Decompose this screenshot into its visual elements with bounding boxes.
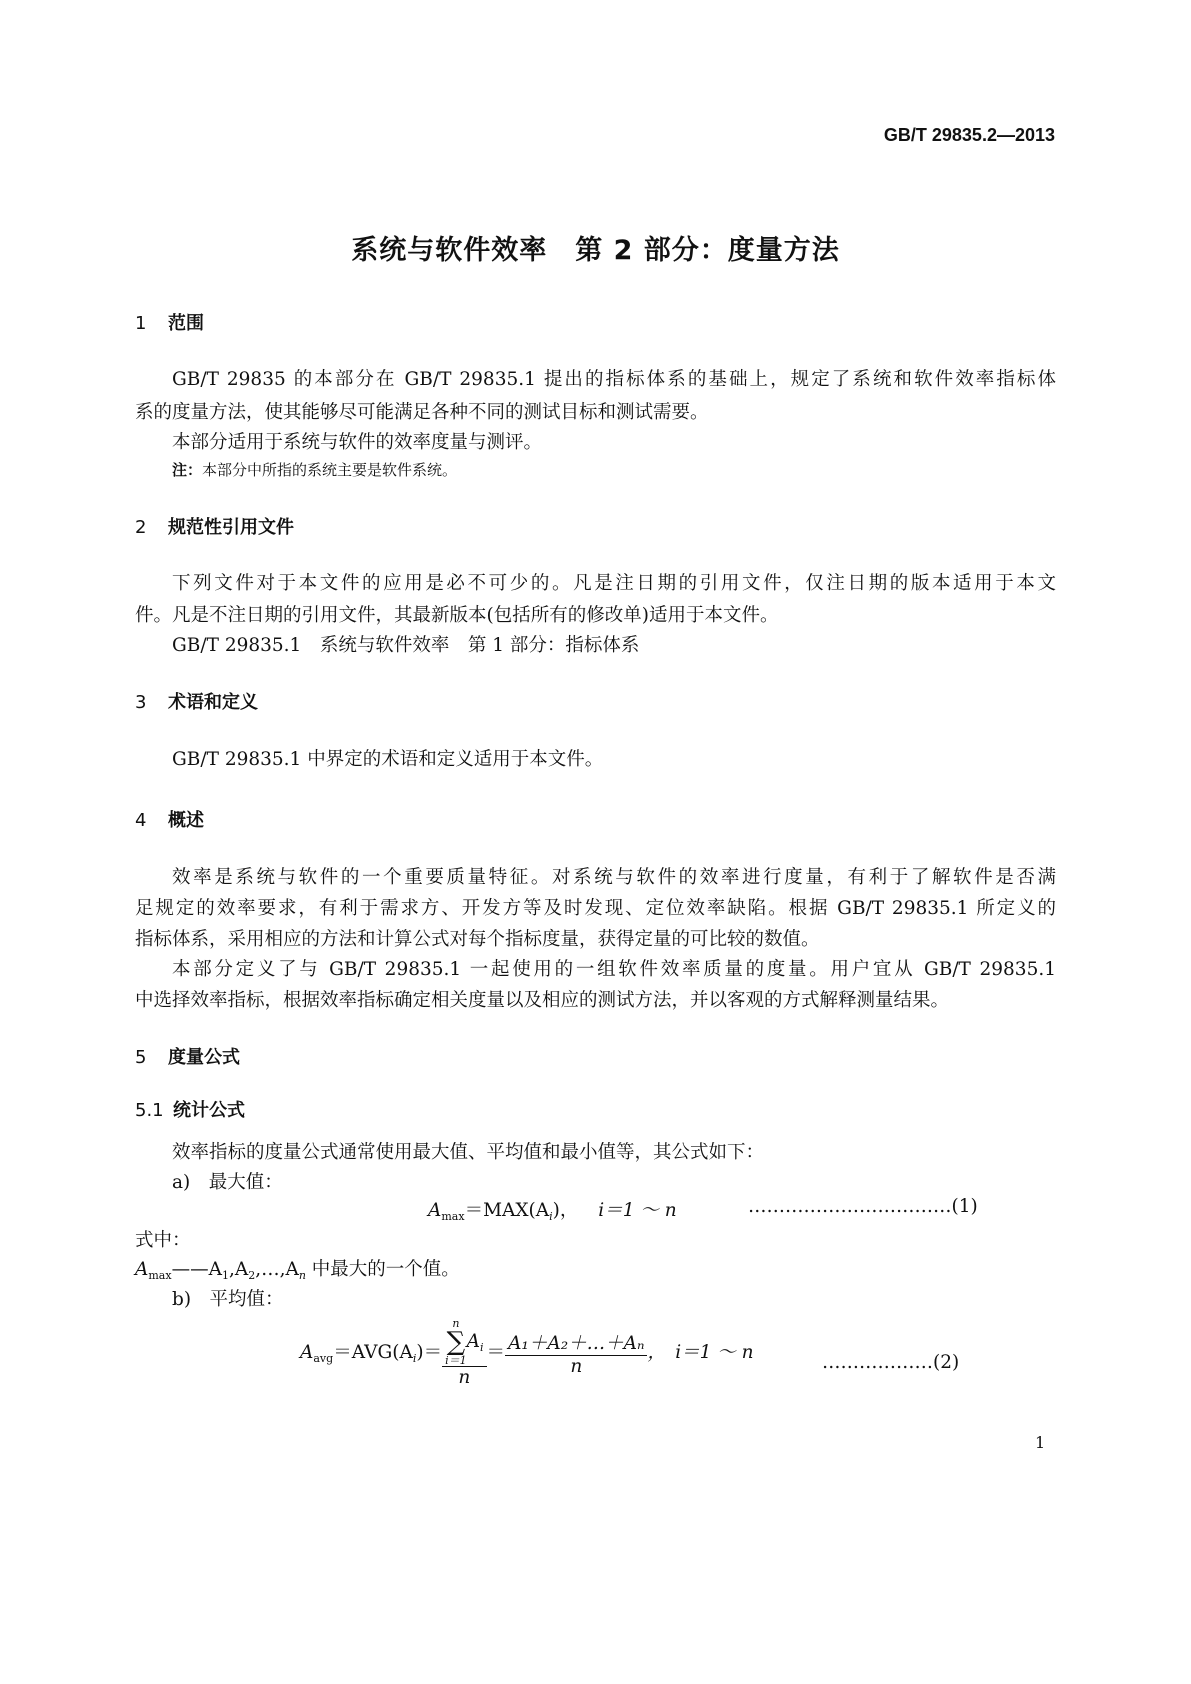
section-3-heading: [135, 688, 258, 714]
equation-1: [428, 1196, 677, 1223]
s4-para1-line1: 效率是系统与软件的一个重要质量特征。对系统与软件的效率进行度量，有利于了解软件是否满: [172, 867, 1056, 888]
s4-para2-line1: 本部分定义了与 GB/T 29835.1 一起使用的一组软件效率质量的度量。用户宜从 GB/T 29835.1: [172, 959, 1056, 980]
section-title: 范围: [168, 313, 204, 334]
s51-intro: 效率指标的度量公式通常使用最大值、平均值和最小值等，其公式如下：: [172, 1142, 765, 1163]
eq2-avg: ＝AVG(A: [333, 1342, 413, 1363]
eq2-lhs: A: [300, 1342, 314, 1363]
eq2-fraction-sum: n ∑ i＝1 $A_i$ n: [442, 1318, 486, 1388]
s1-para2: 本部分适用于系统与软件的效率度量与测评。: [172, 432, 543, 453]
note-text: 本部分中所指的系统主要是软件系统。: [202, 461, 458, 479]
s1-para1-line1: GB/T 29835 的本部分在 GB/T 29835.1 提出的指标体系的基础上，规定了系统和软件效率指标体: [172, 369, 1056, 390]
eq2-close: )＝: [416, 1342, 443, 1363]
section-title: 统计公式: [173, 1100, 245, 1121]
section-title: 度量公式: [168, 1047, 240, 1068]
sum-glyph: ∑: [446, 1327, 466, 1357]
note-label: 注：: [172, 461, 203, 479]
s1-note: [172, 459, 457, 480]
eq2-expanded-numerator: A₁＋A₂＋…＋Aₙ: [508, 1333, 645, 1354]
eq1-index: i: [549, 1210, 553, 1223]
section-number: 3: [135, 692, 147, 713]
section-title: 概述: [168, 810, 204, 831]
where-label: 式中：: [135, 1230, 191, 1251]
equation-2-number: ………………(2): [822, 1352, 960, 1373]
sum-upper: n: [452, 1317, 460, 1330]
list-item-b: b) 平均值：: [172, 1289, 284, 1310]
list-item-a: a) 最大值：: [172, 1172, 283, 1193]
eq2-fraction-expanded: [505, 1329, 647, 1377]
document-title: 系统与软件效率 第 2 部分：度量方法: [351, 235, 840, 266]
section-title: 规范性引用文件: [168, 517, 294, 538]
def-sep: ,A: [228, 1259, 249, 1280]
section-5-1-heading: [135, 1096, 245, 1122]
section-number: 2: [135, 517, 147, 538]
s1-para1-line2: 系的度量方法，使其能够尽可能满足各种不同的测试目标和测试需要。: [135, 402, 709, 423]
def-dash: ——A: [171, 1259, 222, 1280]
eq1-lhs: A: [428, 1200, 442, 1221]
definition-amax: $A_{max}——A_1,A_2,\dots,A_n$ 中最大的一个值。: [135, 1259, 460, 1282]
s3-para1: GB/T 29835.1 中界定的术语和定义适用于本文件。: [172, 749, 604, 770]
s2-para1-line1: 下列文件对于本文件的应用是必不可少的。凡是注日期的引用文件，仅注日期的版本适用于本文: [172, 573, 1056, 594]
eq1-close: )，: [552, 1200, 579, 1221]
section-2-heading: [135, 513, 294, 539]
eq1-max: ＝MAX(A: [464, 1200, 550, 1221]
sum-term: A: [466, 1331, 481, 1352]
section-title: 术语和定义: [168, 692, 258, 713]
section-number: 4: [135, 810, 147, 831]
section-number: 5.1: [135, 1100, 164, 1121]
s4-para1-line2: 足规定的效率要求，有利于需求方、开发方等及时发现、定位效率缺陷。根据 GB/T 29835.1 所定义的: [135, 898, 1056, 919]
def-subscript: max: [148, 1269, 172, 1282]
page-number: 1: [1035, 1433, 1046, 1452]
equation-1-number: ……………………………(1): [748, 1196, 978, 1217]
s2-para1-line2: 件。凡是不注日期的引用文件，其最新版本(包括所有的修改单)适用于本文件。: [135, 605, 779, 626]
eq2-lhs-subscript: avg: [313, 1352, 334, 1365]
def-symbol: A: [135, 1259, 149, 1280]
section-number: 5: [135, 1047, 147, 1068]
section-5-heading: [135, 1043, 240, 1069]
summation-symbol: [445, 1318, 467, 1366]
s2-normative-reference: GB/T 29835.1 系统与软件效率 第 1 部分：指标体系: [172, 635, 640, 656]
eq2-expanded-denominator: n: [570, 1356, 583, 1377]
s4-para2-line2: 中选择效率指标，根据效率指标确定相关度量以及相应的测试方法，并以客观的方式解释测量结果。: [135, 990, 950, 1011]
eq2-range: ， i＝1 ～ n: [647, 1342, 754, 1363]
section-4-heading: [135, 806, 204, 832]
eq2-denominator: n: [458, 1367, 471, 1388]
def-ellipsis: ,…,A: [255, 1259, 299, 1280]
eq2-equals: ＝: [486, 1342, 506, 1363]
section-1-heading: [135, 309, 204, 335]
s4-para1-line3: 指标体系，采用相应的方法和计算公式对每个指标度量，获得定量的可比较的数值。: [135, 929, 820, 950]
section-number: 1: [135, 313, 147, 334]
document-id-header: GB/T 29835.2—2013: [883, 125, 1055, 145]
equation-2: $A_{avg}=AVG(A_i)=$ n ∑ i＝1 $A_i$ n ＝ $\frac{\text{A₁＋A₂＋…＋Aₙ}}{n}$ ， i＝1 ～ n: [300, 1317, 754, 1388]
eq1-range: i＝1 ～ n: [598, 1200, 677, 1221]
def-text: 中最大的一个值。: [305, 1259, 460, 1280]
eq1-lhs-subscript: max: [441, 1210, 465, 1223]
sum-lower: i＝1: [445, 1354, 467, 1367]
